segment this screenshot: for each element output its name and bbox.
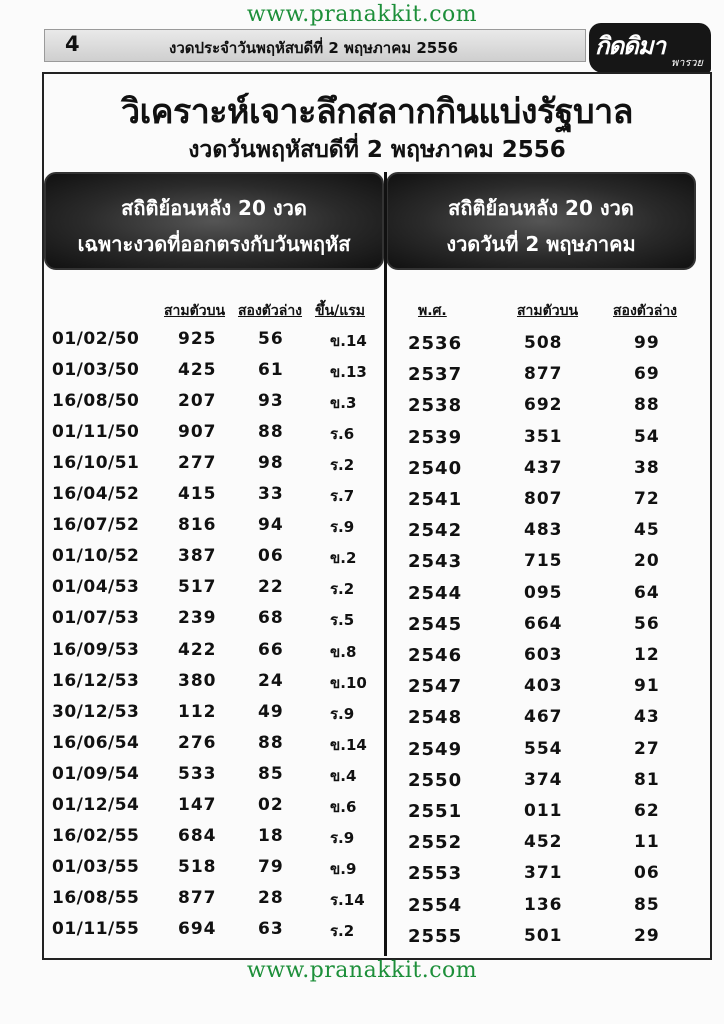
issue-date-text: งวดประจำวันพฤหัสบดีที่ 2 พฤษภาคม 2556 [169, 39, 459, 57]
right-col-header-top3: สามตัวบน [517, 303, 579, 319]
row-bottom2: 69 [634, 364, 660, 385]
row-moon-phase: ร.2 [330, 456, 355, 475]
row-bottom2: 12 [634, 645, 660, 665]
left-panel-line2: เฉพาะงวดที่ออกตรงกับวันพฤหัส [77, 232, 351, 256]
row-top3: 095 [524, 582, 563, 603]
row-date: 16/12/53 [52, 670, 140, 691]
row-date: 01/03/55 [52, 856, 140, 877]
row-year: 2544 [408, 582, 463, 604]
row-year: 2545 [408, 613, 463, 635]
row-bottom2: 94 [258, 515, 284, 536]
row-bottom2: 20 [634, 551, 660, 572]
row-top3: 603 [524, 645, 563, 665]
row-bottom2: 98 [258, 453, 284, 474]
row-bottom2: 85 [258, 763, 284, 784]
row-moon-phase: ข.6 [330, 797, 357, 816]
row-top3: 501 [524, 925, 563, 946]
row-date: 16/08/55 [52, 887, 140, 908]
row-date: 01/11/55 [52, 918, 140, 939]
row-top3: 483 [524, 520, 563, 541]
row-top3: 692 [524, 395, 563, 416]
row-year: 2548 [408, 707, 463, 729]
row-bottom2: 11 [634, 832, 660, 853]
row-moon-phase: ข.8 [330, 642, 357, 661]
row-top3: 437 [524, 457, 563, 478]
row-bottom2: 72 [634, 489, 660, 509]
row-bottom2: 24 [258, 670, 284, 691]
row-year: 2540 [408, 457, 463, 479]
row-bottom2: 22 [258, 577, 284, 598]
row-bottom2: 28 [258, 887, 284, 908]
row-bottom2: 61 [258, 360, 284, 381]
row-top3: 664 [524, 613, 563, 634]
row-top3: 207 [178, 391, 217, 412]
row-year: 2549 [408, 738, 463, 760]
row-moon-phase: ข.9 [330, 859, 357, 878]
row-bottom2: 33 [258, 484, 284, 505]
watermark-bottom: www.pranakkit.com [246, 958, 478, 983]
row-top3: 276 [178, 732, 217, 753]
row-bottom2: 85 [634, 894, 660, 915]
row-top3: 452 [524, 832, 563, 853]
row-date: 01/11/50 [52, 422, 140, 443]
row-date: 16/04/52 [52, 484, 140, 505]
row-year: 2554 [408, 894, 463, 916]
page-subtitle: งวดวันพฤหัสบดีที่ 2 พฤษภาคม 2556 [188, 137, 566, 163]
row-moon-phase: ข.13 [330, 363, 367, 382]
row-year: 2546 [408, 645, 463, 666]
row-top3: 467 [524, 707, 563, 728]
right-col-header-year: พ.ศ. [418, 303, 447, 319]
row-top3: 715 [524, 551, 563, 572]
left-col-header-moon: ขึ้น/แรม [315, 303, 366, 319]
row-top3: 925 [178, 329, 217, 349]
row-top3: 816 [178, 515, 217, 536]
row-year: 2552 [408, 832, 463, 854]
row-bottom2: 64 [634, 582, 660, 603]
row-moon-phase: ข.14 [330, 332, 367, 350]
row-bottom2: 81 [634, 769, 660, 790]
row-year: 2537 [408, 364, 463, 386]
row-bottom2: 49 [258, 701, 284, 722]
row-bottom2: 88 [258, 422, 284, 443]
row-top3: 136 [524, 894, 563, 915]
row-date: 16/02/55 [52, 825, 140, 846]
right-panel-line1: สถิติย้อนหลัง 20 งวด [448, 196, 634, 220]
row-bottom2: 43 [634, 707, 660, 728]
row-year: 2536 [408, 333, 463, 354]
row-bottom2: 56 [634, 613, 660, 634]
row-date: 16/07/52 [52, 515, 140, 536]
right-col-header-bottom2: สองตัวล่าง [613, 303, 678, 319]
row-top3: 554 [524, 738, 563, 759]
left-panel-header [44, 172, 384, 270]
row-moon-phase: ร.6 [330, 425, 355, 444]
row-date: 16/08/50 [52, 391, 140, 412]
row-date: 30/12/53 [52, 701, 140, 722]
row-moon-phase: ร.9 [330, 704, 355, 723]
row-year: 2550 [408, 769, 463, 791]
row-moon-phase: ร.5 [330, 611, 355, 630]
row-bottom2: 54 [634, 426, 660, 447]
row-moon-phase: ร.2 [330, 580, 355, 599]
row-year: 2538 [408, 395, 463, 417]
row-top3: 147 [178, 794, 217, 815]
row-moon-phase: ข.14 [330, 735, 367, 754]
row-bottom2: 68 [258, 608, 284, 629]
row-date: 01/12/54 [52, 794, 140, 815]
row-top3: 694 [178, 918, 217, 939]
row-moon-phase: ข.4 [330, 766, 357, 785]
left-col-header-bottom2: สองตัวล่าง [238, 303, 303, 319]
row-year: 2555 [408, 925, 463, 947]
right-panel-header [386, 172, 696, 270]
row-year: 2539 [408, 426, 463, 448]
row-bottom2: 63 [258, 918, 284, 939]
row-date: 16/06/54 [52, 732, 140, 753]
row-year: 2547 [408, 676, 463, 698]
row-top3: 112 [178, 701, 217, 722]
logo-sub-text: พารวย [671, 56, 703, 69]
row-moon-phase: ร.9 [330, 518, 355, 537]
row-top3: 387 [178, 546, 217, 567]
row-date: 01/02/50 [52, 329, 140, 349]
row-top3: 807 [524, 489, 563, 509]
row-bottom2: 79 [258, 856, 284, 877]
row-bottom2: 99 [634, 333, 660, 353]
row-bottom2: 91 [634, 676, 660, 697]
row-year: 2541 [408, 489, 463, 510]
row-bottom2: 18 [258, 825, 284, 846]
row-top3: 518 [178, 856, 217, 877]
row-top3: 415 [178, 484, 217, 505]
page-header-bar [44, 29, 586, 62]
row-top3: 277 [178, 453, 217, 474]
row-top3: 403 [524, 676, 563, 697]
row-top3: 371 [524, 863, 563, 884]
row-top3: 239 [178, 608, 217, 629]
publication-logo [589, 23, 711, 73]
row-date: 01/09/54 [52, 763, 140, 784]
row-date: 01/10/52 [52, 546, 140, 567]
row-top3: 907 [178, 422, 217, 443]
row-top3: 684 [178, 825, 217, 846]
row-bottom2: 62 [634, 801, 660, 821]
row-bottom2: 06 [258, 546, 284, 567]
row-moon-phase: ข.10 [330, 673, 367, 692]
row-bottom2: 02 [258, 794, 284, 815]
row-moon-phase: ข.3 [330, 394, 357, 413]
row-top3: 011 [524, 801, 563, 821]
row-bottom2: 56 [258, 329, 284, 349]
row-bottom2: 66 [258, 639, 284, 660]
row-date: 16/10/51 [52, 453, 140, 474]
row-top3: 533 [178, 763, 217, 784]
row-bottom2: 88 [258, 732, 284, 753]
logo-main-text: กิดดิมา [595, 31, 665, 60]
row-bottom2: 29 [634, 925, 660, 946]
row-top3: 374 [524, 769, 563, 790]
row-top3: 877 [524, 364, 563, 385]
row-bottom2: 93 [258, 391, 284, 412]
right-panel-line2: งวดวันที่ 2 พฤษภาคม [446, 232, 636, 256]
row-bottom2: 27 [634, 738, 660, 759]
row-date: 01/04/53 [52, 577, 140, 598]
row-year: 2543 [408, 551, 463, 573]
row-year: 2553 [408, 863, 463, 885]
row-top3: 425 [178, 360, 217, 381]
row-top3: 517 [178, 577, 217, 598]
row-moon-phase: ร.7 [330, 487, 355, 506]
row-moon-phase: ร.2 [330, 921, 355, 940]
watermark-top: www.pranakkit.com [246, 2, 478, 27]
row-year: 2542 [408, 520, 463, 542]
column-divider [384, 172, 387, 956]
left-panel-line1: สถิติย้อนหลัง 20 งวด [121, 196, 307, 220]
row-date: 01/03/50 [52, 360, 140, 381]
row-bottom2: 45 [634, 520, 660, 541]
row-moon-phase: ข.2 [330, 549, 357, 568]
row-top3: 351 [524, 426, 563, 447]
row-top3: 877 [178, 887, 217, 908]
row-bottom2: 38 [634, 457, 660, 478]
page-number: 4 [65, 32, 80, 56]
row-year: 2551 [408, 801, 463, 822]
row-moon-phase: ร.9 [330, 828, 355, 847]
row-bottom2: 88 [634, 395, 660, 416]
row-moon-phase: ร.14 [330, 890, 365, 909]
row-bottom2: 06 [634, 863, 660, 884]
page-title: วิเคราะห์เจาะลึกสลากกินแบ่งรัฐบาล [120, 92, 634, 132]
left-col-header-top3: สามตัวบน [164, 303, 226, 319]
row-date: 16/09/53 [52, 639, 140, 660]
row-date: 01/07/53 [52, 608, 140, 629]
row-top3: 422 [178, 639, 217, 660]
row-top3: 508 [524, 333, 563, 353]
row-top3: 380 [178, 670, 217, 691]
